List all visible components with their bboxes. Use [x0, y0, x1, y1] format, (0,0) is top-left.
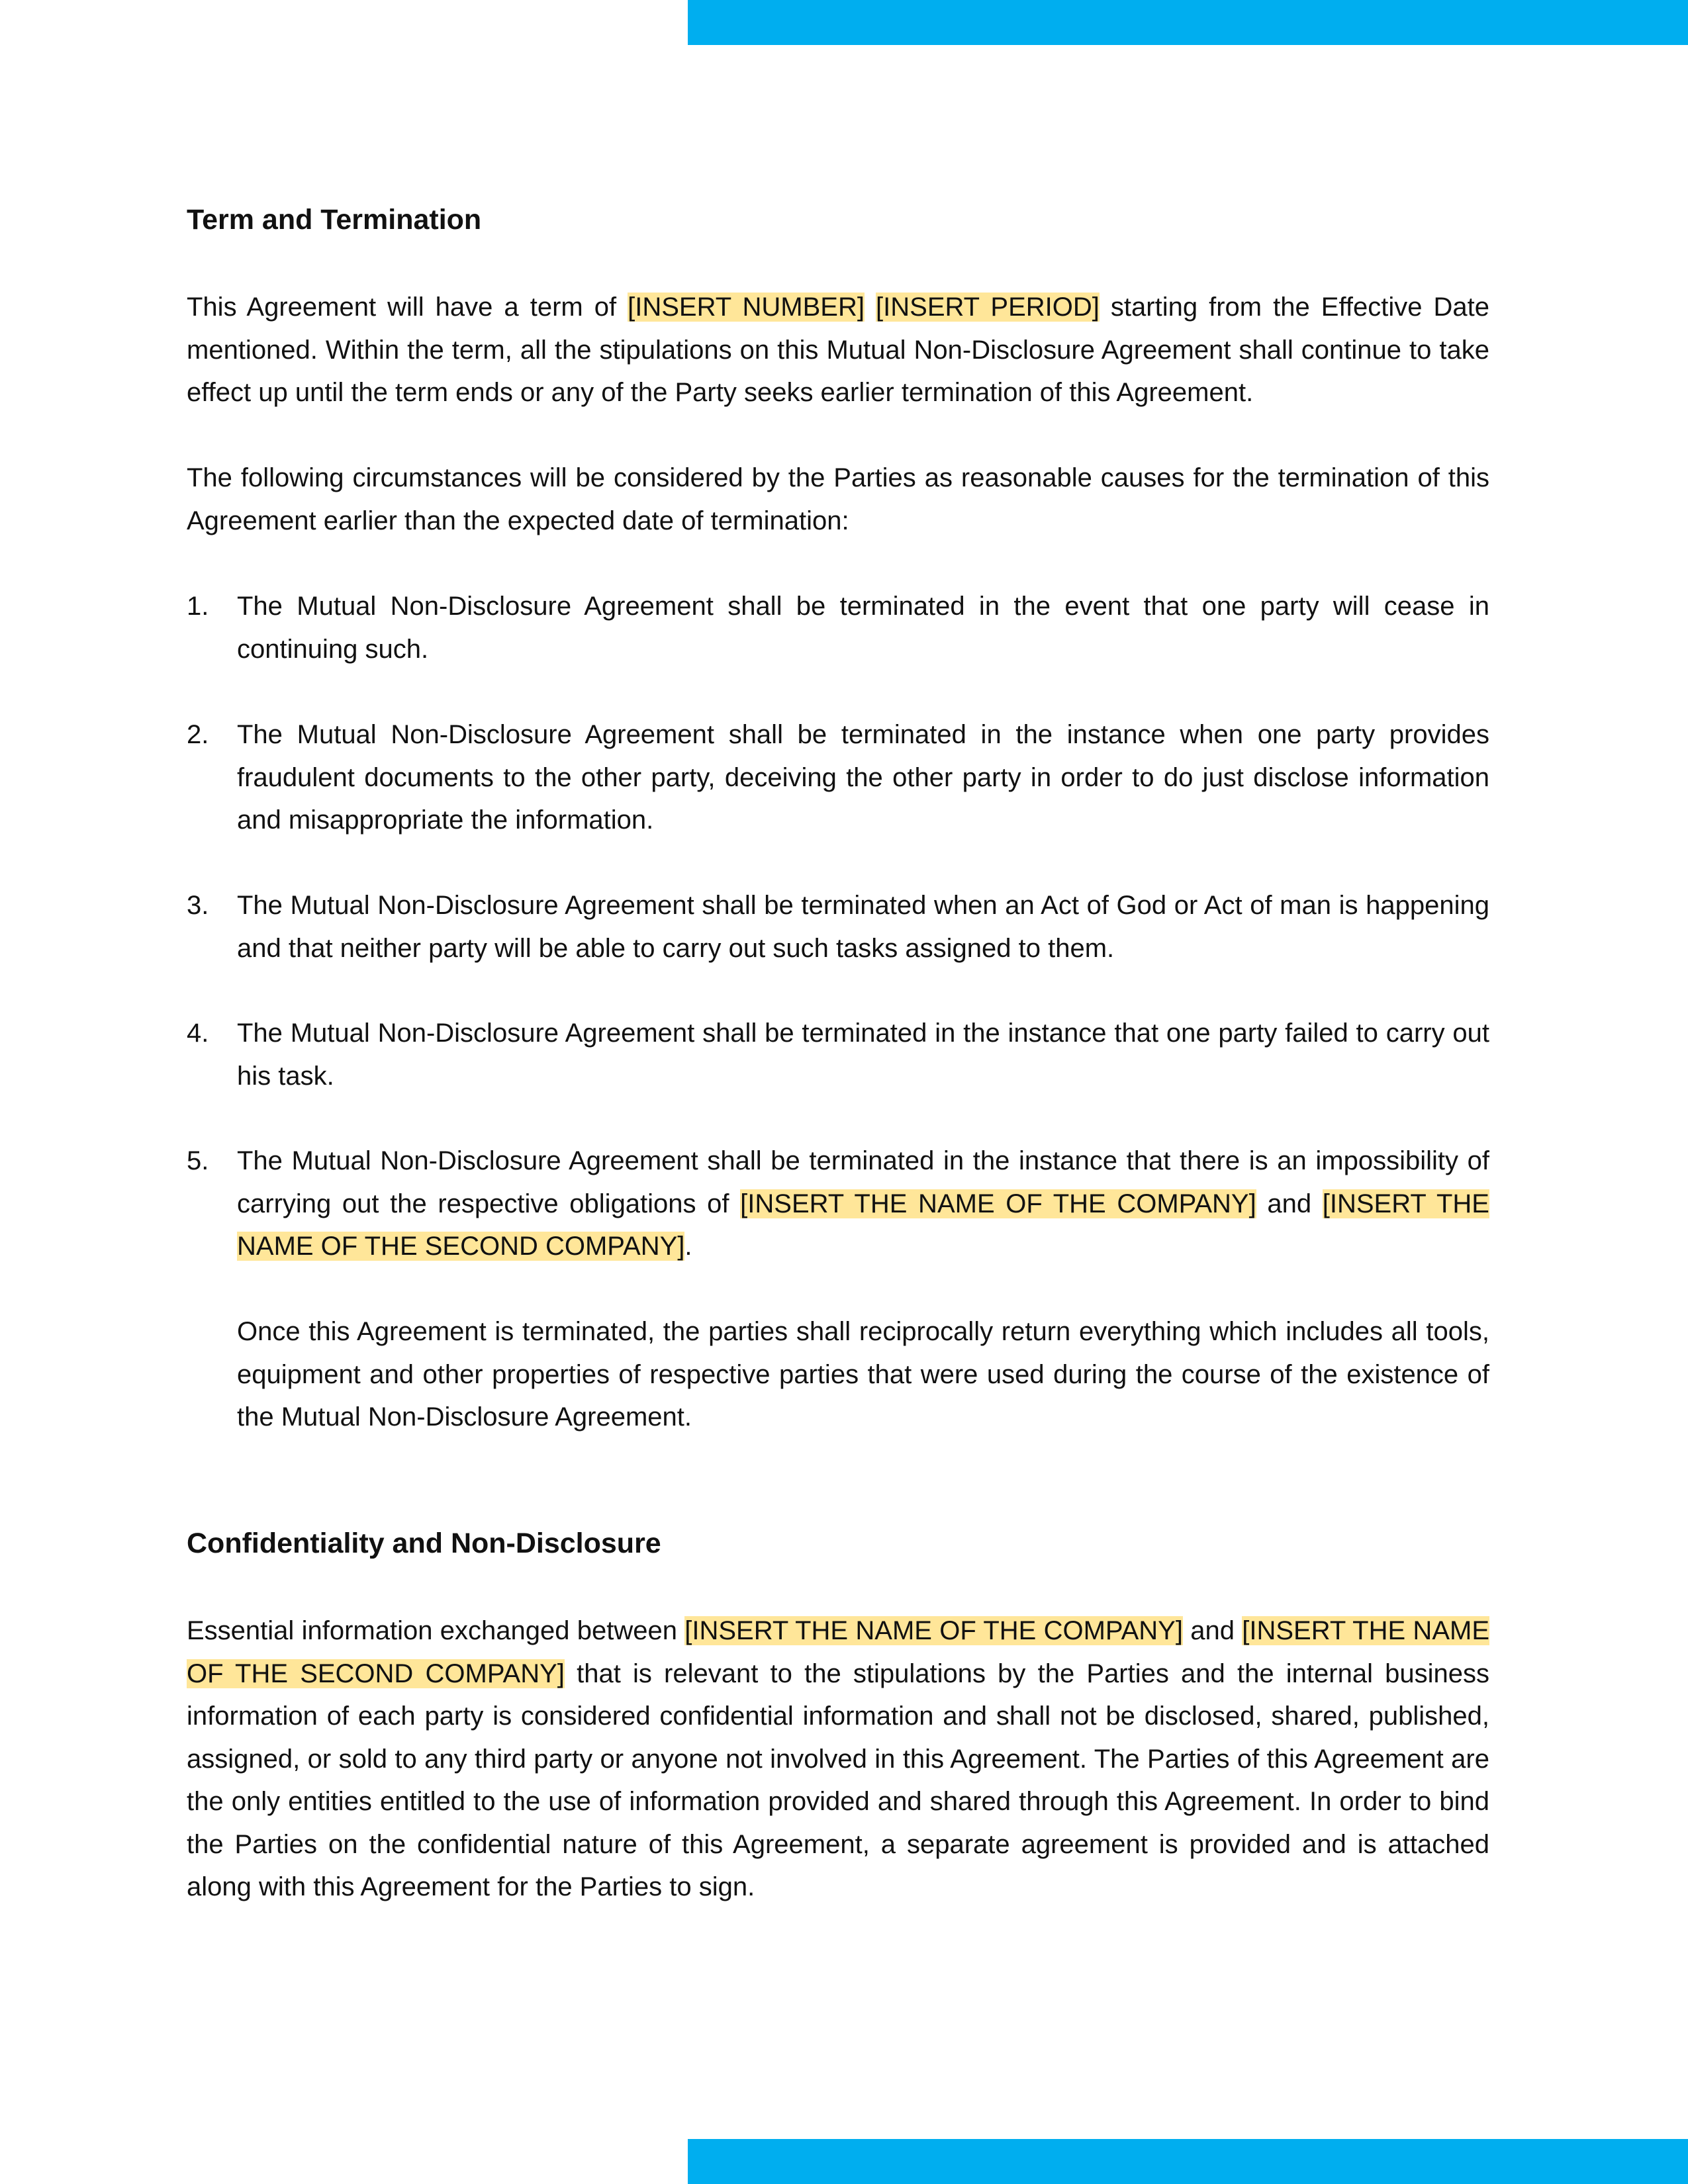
- list-item-text-end: .: [684, 1232, 692, 1261]
- list-item-number: 3.: [187, 891, 209, 920]
- list-item-text: [237, 1140, 1489, 1268]
- second-company-name-placeholder: [INSERT THE NAME OF THE SECOND COMPANY]: [237, 1189, 1489, 1261]
- confidentiality-text-start: Essential information exchanged between: [187, 1616, 685, 1645]
- bottom-accent-bar: [688, 2139, 1688, 2184]
- section-heading-term-and-termination: Term and Termination: [187, 204, 482, 236]
- term-text-space: [865, 293, 876, 322]
- term-text-start: This Agreement will have a term of: [187, 293, 628, 322]
- list-item-text: The Mutual Non-Disclosure Agreement shall be terminated in the instance that one party failed to carry out his task.: [237, 1019, 1489, 1091]
- termination-closing-paragraph: Once this Agreement is terminated, the parties shall reciprocally return everything which includes all tools, equipment and other properties of respective parties that were used during the course of the existence of the Mutual Non-Disclosure Agreement.: [237, 1317, 1489, 1432]
- list-item-number: 1.: [187, 592, 209, 621]
- insert-period-placeholder: [INSERT PERIOD]: [876, 293, 1100, 322]
- list-item-text-and: and: [1256, 1189, 1323, 1218]
- circumstances-paragraph: The following circumstances will be considered by the Parties as reasonable causes for the termination of this Agreement earlier than the expected date of termination:: [187, 463, 1489, 535]
- confidentiality-paragraph: [187, 1610, 1489, 1909]
- list-item-text-start: The Mutual Non-Disclosure Agreement shall be terminated in the instance that there is an impossibility of carrying out the respective obligations of: [237, 1146, 1489, 1218]
- section-heading-confidentiality: Confidentiality and Non-Disclosure: [187, 1527, 661, 1559]
- list-item-text: The Mutual Non-Disclosure Agreement shall be terminated in the event that one party will cease in continuing such.: [237, 592, 1489, 664]
- list-item-number: 2.: [187, 720, 209, 749]
- list-item-text: The Mutual Non-Disclosure Agreement shall be terminated in the instance when one party provides fraudulent documents to the other party, deceiving the other party in order to do just disclose information and misappropriate the information.: [237, 720, 1489, 835]
- list-item-number: 5.: [187, 1146, 209, 1175]
- company-name-placeholder: [INSERT THE NAME OF THE COMPANY]: [684, 1616, 1183, 1645]
- second-company-name-placeholder: [INSERT THE NAME OF THE SECOND COMPANY]: [187, 1616, 1489, 1688]
- term-paragraph: [187, 286, 1489, 414]
- list-item-number: 4.: [187, 1019, 209, 1048]
- company-name-placeholder: [INSERT THE NAME OF THE COMPANY]: [740, 1189, 1256, 1218]
- term-text-end: starting from the Effective Date mentioned. Within the term, all the stipulations on this Mutual Non-Disclosure Agreement shall continue to take effect up until the term ends or any of the Party seeks earlier termination of this Agreement.: [187, 293, 1489, 407]
- list-item-text: The Mutual Non-Disclosure Agreement shall be terminated when an Act of God or Act of man is happening and that neither party will be able to carry out such tasks assigned to them.: [237, 891, 1489, 963]
- insert-number-placeholder: [INSERT NUMBER]: [628, 293, 865, 322]
- confidentiality-text-and: and: [1182, 1616, 1243, 1645]
- top-accent-bar: [688, 0, 1688, 45]
- confidentiality-text-end: that is relevant to the stipulations by the Parties and the internal business information of each party is considered confidential information and shall not be disclosed, shared, published, assigned, or sold to any third party or anyone not involved in this Agreement. The Parties of this Agreement are the only entities entitled to the use of information provided and shared through this Agreement. In order to bind the Parties on the confidential nature of this Agreement, a separate agreement is provided and is attached along with this Agreement for the Parties to sign.: [187, 1659, 1490, 1901]
